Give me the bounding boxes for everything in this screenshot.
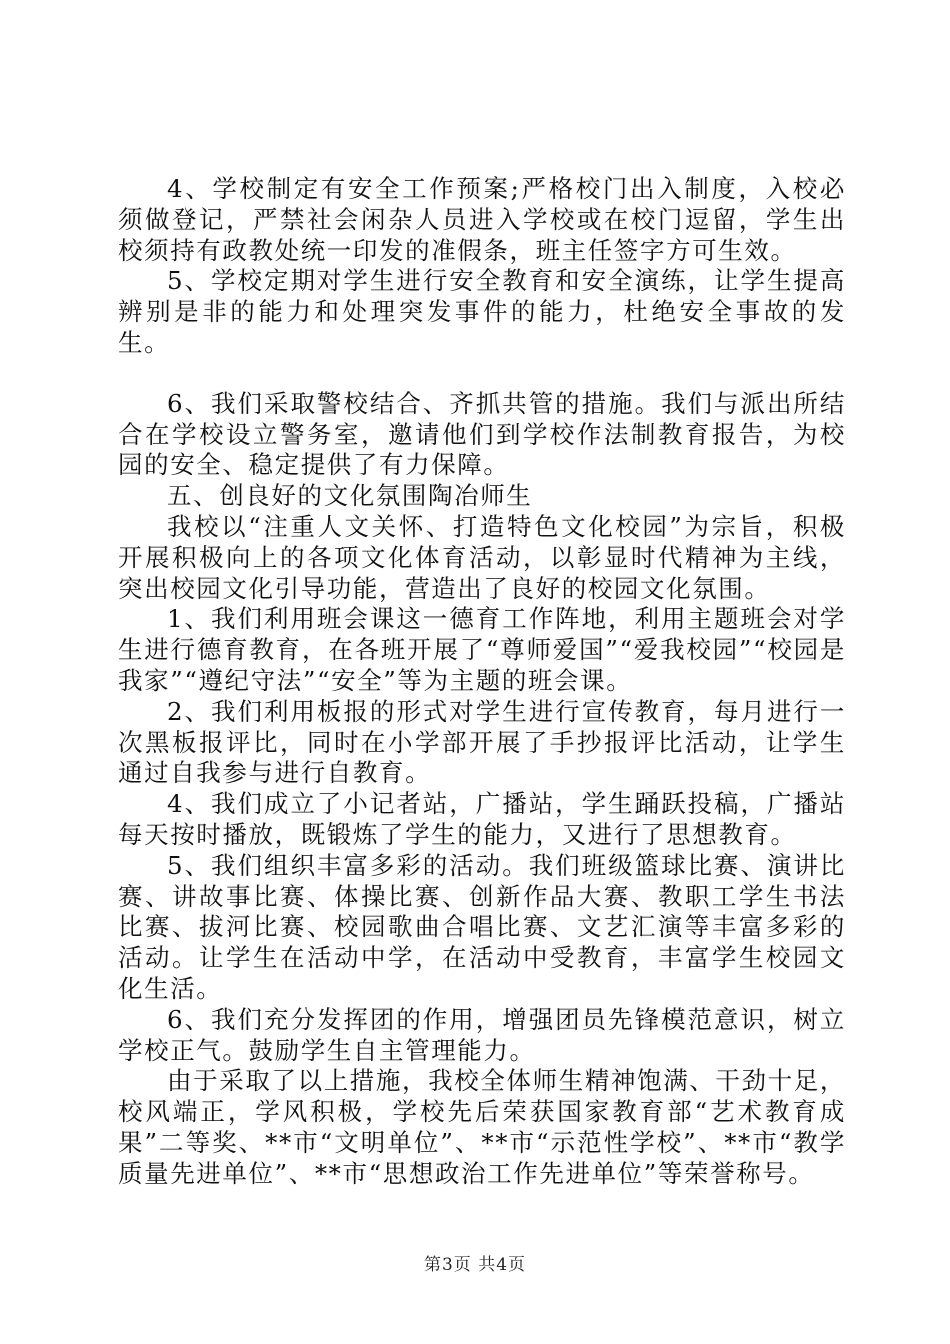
paragraph-youth-league: 6、我们充分发挥团的作用，增强团员先锋模范意识，树立学校正气。鼓励学生自主管理能力。 (118, 1004, 846, 1065)
paragraph-safety-education: 5、学校定期对学生进行安全教育和安全演练，让学生提高辨别是非的能力和处理突发事件的能力，杜绝安全事故的发生。 (118, 266, 846, 357)
paragraph-culture-intro: 我校以“注重人文关怀、打造特色文化校园”为宗旨，积极开展积极向上的各项文化体育活动，以彰显时代精神为主线，突出校园文化引导功能，营造出了良好的校园文化氛围。 (118, 511, 846, 603)
paragraph-conclusion: 由于采取了以上措施，我校全体师生精神饱满、干劲十足，校风端正，学风积极，学校先后荣获国家教育部“艺术教育成果”二等奖、**市“文明单位”、**市“示范性学校”、**市“教学质量先进单位”、**市“思想政治工作先进单位”等荣誉称号。 (118, 1066, 846, 1188)
paragraph-class-meeting: 1、我们利用班会课这一德育工作阵地，利用主题班会对学生进行德育教育，在各班开展了“尊师爱国”“爱我校园”“校园是我家”“遵纪守法”“安全”等为主题的班会课。 (118, 604, 846, 695)
paragraph-blackboard: 2、我们利用板报的形式对学生进行宣传教育，每月进行一次黑板报评比，同时在小学部开展了手抄报评比活动，让学生通过自我参与进行自教育。 (118, 696, 846, 788)
paragraph-police-school: 6、我们采取警校结合、齐抓共管的措施。我们与派出所结合在学校设立警务室，邀请他们到学校作法制教育报告，为校园的安全、稳定提供了有力保障。 (118, 388, 846, 480)
document-body (118, 174, 846, 1190)
section-heading-culture: 五、创良好的文化氛围陶冶师生 (167, 481, 533, 511)
paragraph-security-plan: 4、学校制定有安全工作预案;严格校门出入制度，入校必须做登记，严禁社会闲杂人员进入学校或在校门逗留，学生出校须持有政教处统一印发的准假条，班主任签字方可生效。 (118, 174, 846, 265)
paragraph-reporter-station: 4、我们成立了小记者站，广播站，学生踊跃投稿，广播站每天按时播放，既锻炼了学生的能力，又进行了思想教育。 (118, 789, 846, 849)
paragraph-activities: 5、我们组织丰富多彩的活动。我们班级篮球比赛、演讲比赛、讲故事比赛、体操比赛、创新作品大赛、教职工学生书法比赛、拔河比赛、校园歌曲合唱比赛、文艺汇演等丰富多彩的活动。让学生在活动中学，在活动中受教育，丰富学生校园文化生活。 (118, 850, 846, 1003)
page-footer: 第3页 共4页 (423, 1255, 527, 1275)
